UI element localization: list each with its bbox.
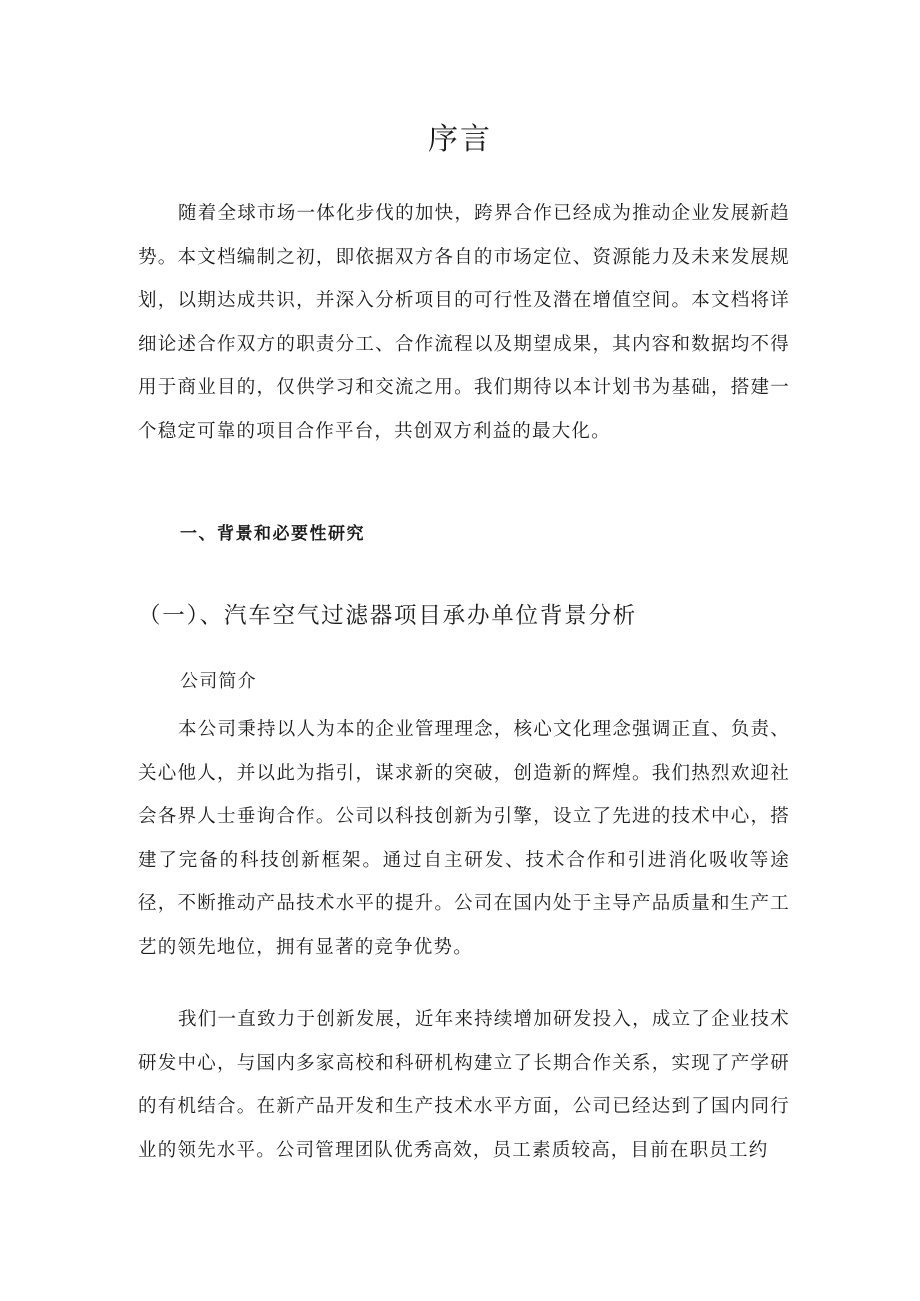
subsection-heading: （一）、汽车空气过滤器项目承办单位背景分析 [138, 603, 638, 629]
company-intro-label: 公司简介 [180, 671, 257, 692]
company-paragraph-2: 我们一直致力于创新发展，近年来持续增加研发投入，成立了企业技术研发中心，与国内多家高校和科研机构建立了长期合作关系，实现了产学研的有机结合。在新产品开发和生产技术水平方面，公司已经达到了国内同行业的领先水平。公司管理团队优秀高效，员工素质较高，目前在职员工约 [138, 1009, 790, 1161]
section-heading: 一、背景和必要性研究 [180, 524, 365, 544]
document-title: 序言 [428, 122, 492, 157]
preface-paragraph: 随着全球市场一体化步伐的加快，跨界合作已经成为推动企业发展新趋势。本文档编制之初，即依据双方各自的市场定位、资源能力及未来发展规划，以期达成共识，并深入分析项目的可行性及潜在增值空间。本文档将详细论述合作双方的职责分工、合作流程以及期望成果，其内容和数据均不得用于商业目的，仅供学习和交流之用。我们期待以本计划书为基础，搭建一个稳定可靠的项目合作平台，共创双方利益的最大化。 [138, 203, 790, 442]
company-paragraph-1: 本公司秉持以人为本的企业管理理念，核心文化理念强调正直、负责、关心他人，并以此为指引，谋求新的突破，创造新的辉煌。我们热烈欢迎社会各界人士垂询合作。公司以科技创新为引擎，设立了先进的技术中心，搭建了完备的科技创新框架。通过自主研发、技术合作和引进消化吸收等途径，不断推动产品技术水平的提升。公司在国内处于主导产品质量和生产工艺的领先地位，拥有显著的竞争优势。 [138, 719, 790, 958]
